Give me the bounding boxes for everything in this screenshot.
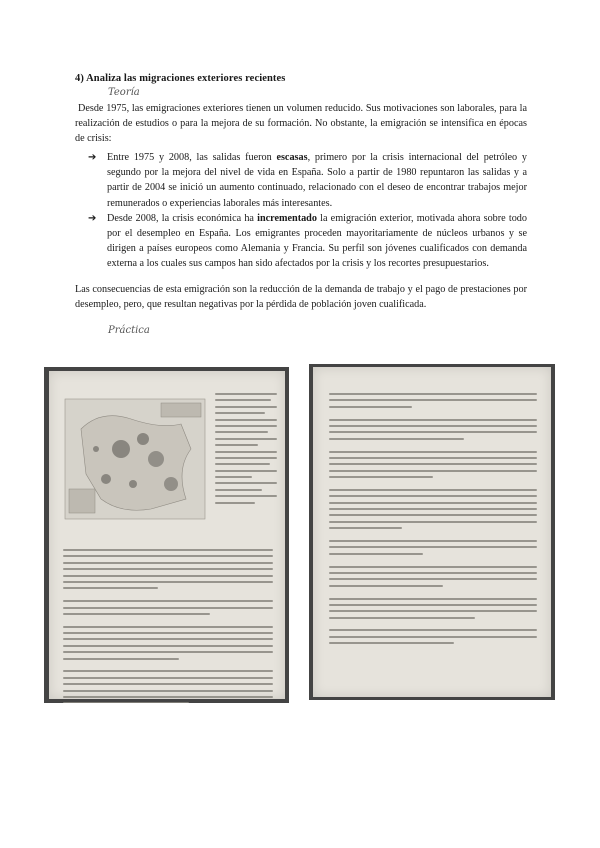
bullet-1-before: Entre 1975 y 2008, las salidas fueron — [107, 152, 277, 163]
textbook-photo-right — [309, 364, 555, 700]
teoria-heading: Teoría — [108, 87, 140, 98]
practica-heading: Práctica — [108, 325, 150, 336]
photo-sheet — [313, 367, 551, 697]
arrow-icon: ➔ — [88, 152, 97, 163]
bullet-item-2008 — [88, 211, 527, 272]
bullet-2-after: la emigración exterior, motivada ahora sobre todo por el desempleo en España. Los emigrantes proceden mayoritariamente de núcleos urbanos y se dirigen a países europeos como Alemania y Francia. Su perfil son jóvenes cualificados con demanda externa a los cuales sus campos han sido afectados por la crisis y los recortes presupuestarios. — [107, 212, 527, 270]
bullet-list — [88, 150, 527, 272]
body-text-lines — [329, 393, 537, 649]
photo-sheet — [49, 371, 285, 699]
bullet-1-bold: escasas — [276, 152, 308, 163]
bullet-1-after: , primero por la crisis internacional del petróleo y segundo por la mejora del nivel de vida en España. Solo a partir de 1980 repuntaron las salidas y a partir de 2004 se inició un aumento continuado, relacionado con el deseo de encontrar trabajos mejor remunerados o experiencias laborales más interesantes. — [107, 152, 527, 209]
conclusion-paragraph: Las consecuencias de esta emigración son la reducción de la demanda de trabajo y el pago de prestaciones por desempleo, pero, que resultan negativas por la pérdida de población joven cualificada. — [75, 284, 527, 311]
bullet-2-bold: incrementado — [257, 212, 317, 224]
bullet-2-before: Desde 2008, la crisis económica ha — [107, 212, 258, 224]
question-title: 4) Analiza las migraciones exteriores recientes — [75, 73, 286, 84]
side-text-lines — [215, 393, 277, 508]
textbook-photo-left — [44, 367, 289, 703]
body-text-lines — [63, 549, 273, 703]
bullet-item-1975-2008 — [88, 150, 527, 211]
intro-paragraph: Desde 1975, las emigraciones exteriores tienen un volumen reducido. Sus motivaciones son laborales, para la realización de estudios o para la mejora de su formación. No obstante, la emigración se intensifica en épocas de crisis: — [75, 103, 527, 145]
migration-map-image — [61, 389, 211, 539]
arrow-icon: ➔ — [88, 212, 97, 224]
